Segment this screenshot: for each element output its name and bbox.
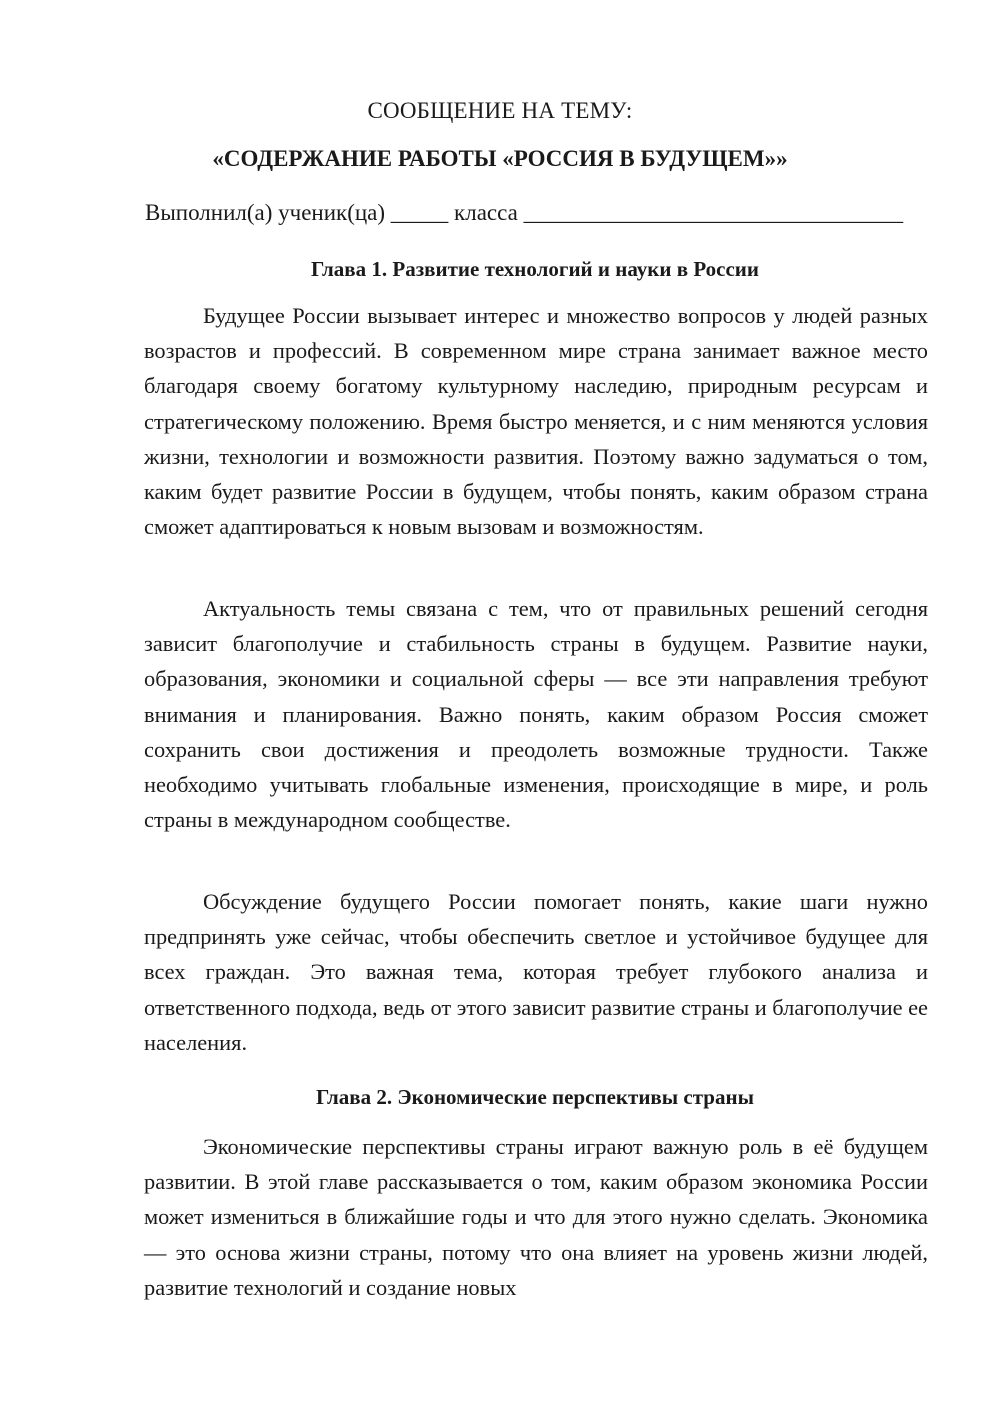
chapter-2-paragraph-1: Экономические перспективы страны играют важную роль в её будущем развитии. В этой главе рассказывается о том, каким образом экономика России может измениться в ближайшие годы и что для этого нужно сделать. Экономика — это основа жизни страны, потому что она влияет на уровень жизни людей, развитие технологий и создание новых xyxy=(144,1134,928,1300)
student-info-line: Выполнил(а) ученик(ца) _____ класса _________________________________ xyxy=(145,200,904,225)
chapter-1-paragraph-1: Будущее России вызывает интерес и множество вопросов у людей разных возрастов и профессий. В современном мире страна занимает важное место благодаря своему богатому культурному наследию, природным ресурсам и стратегическому положению. Время быстро меняется, и с ним меняются условия жизни, технологии и возможности развития. Поэтому важно задуматься о том, каким будет развитие России в будущем, чтобы понять, каким образом страна сможет адаптироваться к новым вызовам и возможностям. xyxy=(144,303,928,540)
document-title-line1: СООБЩЕНИЕ НА ТЕМУ: xyxy=(367,98,633,123)
chapter-1-heading: Глава 1. Развитие технологий и науки в России xyxy=(311,257,759,281)
document-title-line2: «СОДЕРЖАНИЕ РАБОТЫ «РОССИЯ В БУДУЩЕМ»» xyxy=(212,146,788,171)
chapter-2-heading: Глава 2. Экономические перспективы страны xyxy=(316,1085,754,1109)
chapter-1-paragraph-3: Обсуждение будущего России помогает понять, какие шаги нужно предпринять уже сейчас, чтобы обеспечить светлое и устойчивое будущее для всех граждан. Это важная тема, которая требует глубокого анализа и ответственного подхода, ведь от этого зависит развитие страны и благополучие ее населения. xyxy=(144,889,928,1055)
chapter-1-paragraph-2: Актуальность темы связана с тем, что от правильных решений сегодня зависит благополучие и стабильность страны в будущем. Развитие науки, образования, экономики и социальной сферы — все эти направления требуют внимания и планирования. Важно понять, каким образом Россия сможет сохранить свои достижения и преодолеть возможные трудности. Также необходимо учитывать глобальные изменения, происходящие в мире, и роль страны в международном сообществе. xyxy=(144,596,928,833)
